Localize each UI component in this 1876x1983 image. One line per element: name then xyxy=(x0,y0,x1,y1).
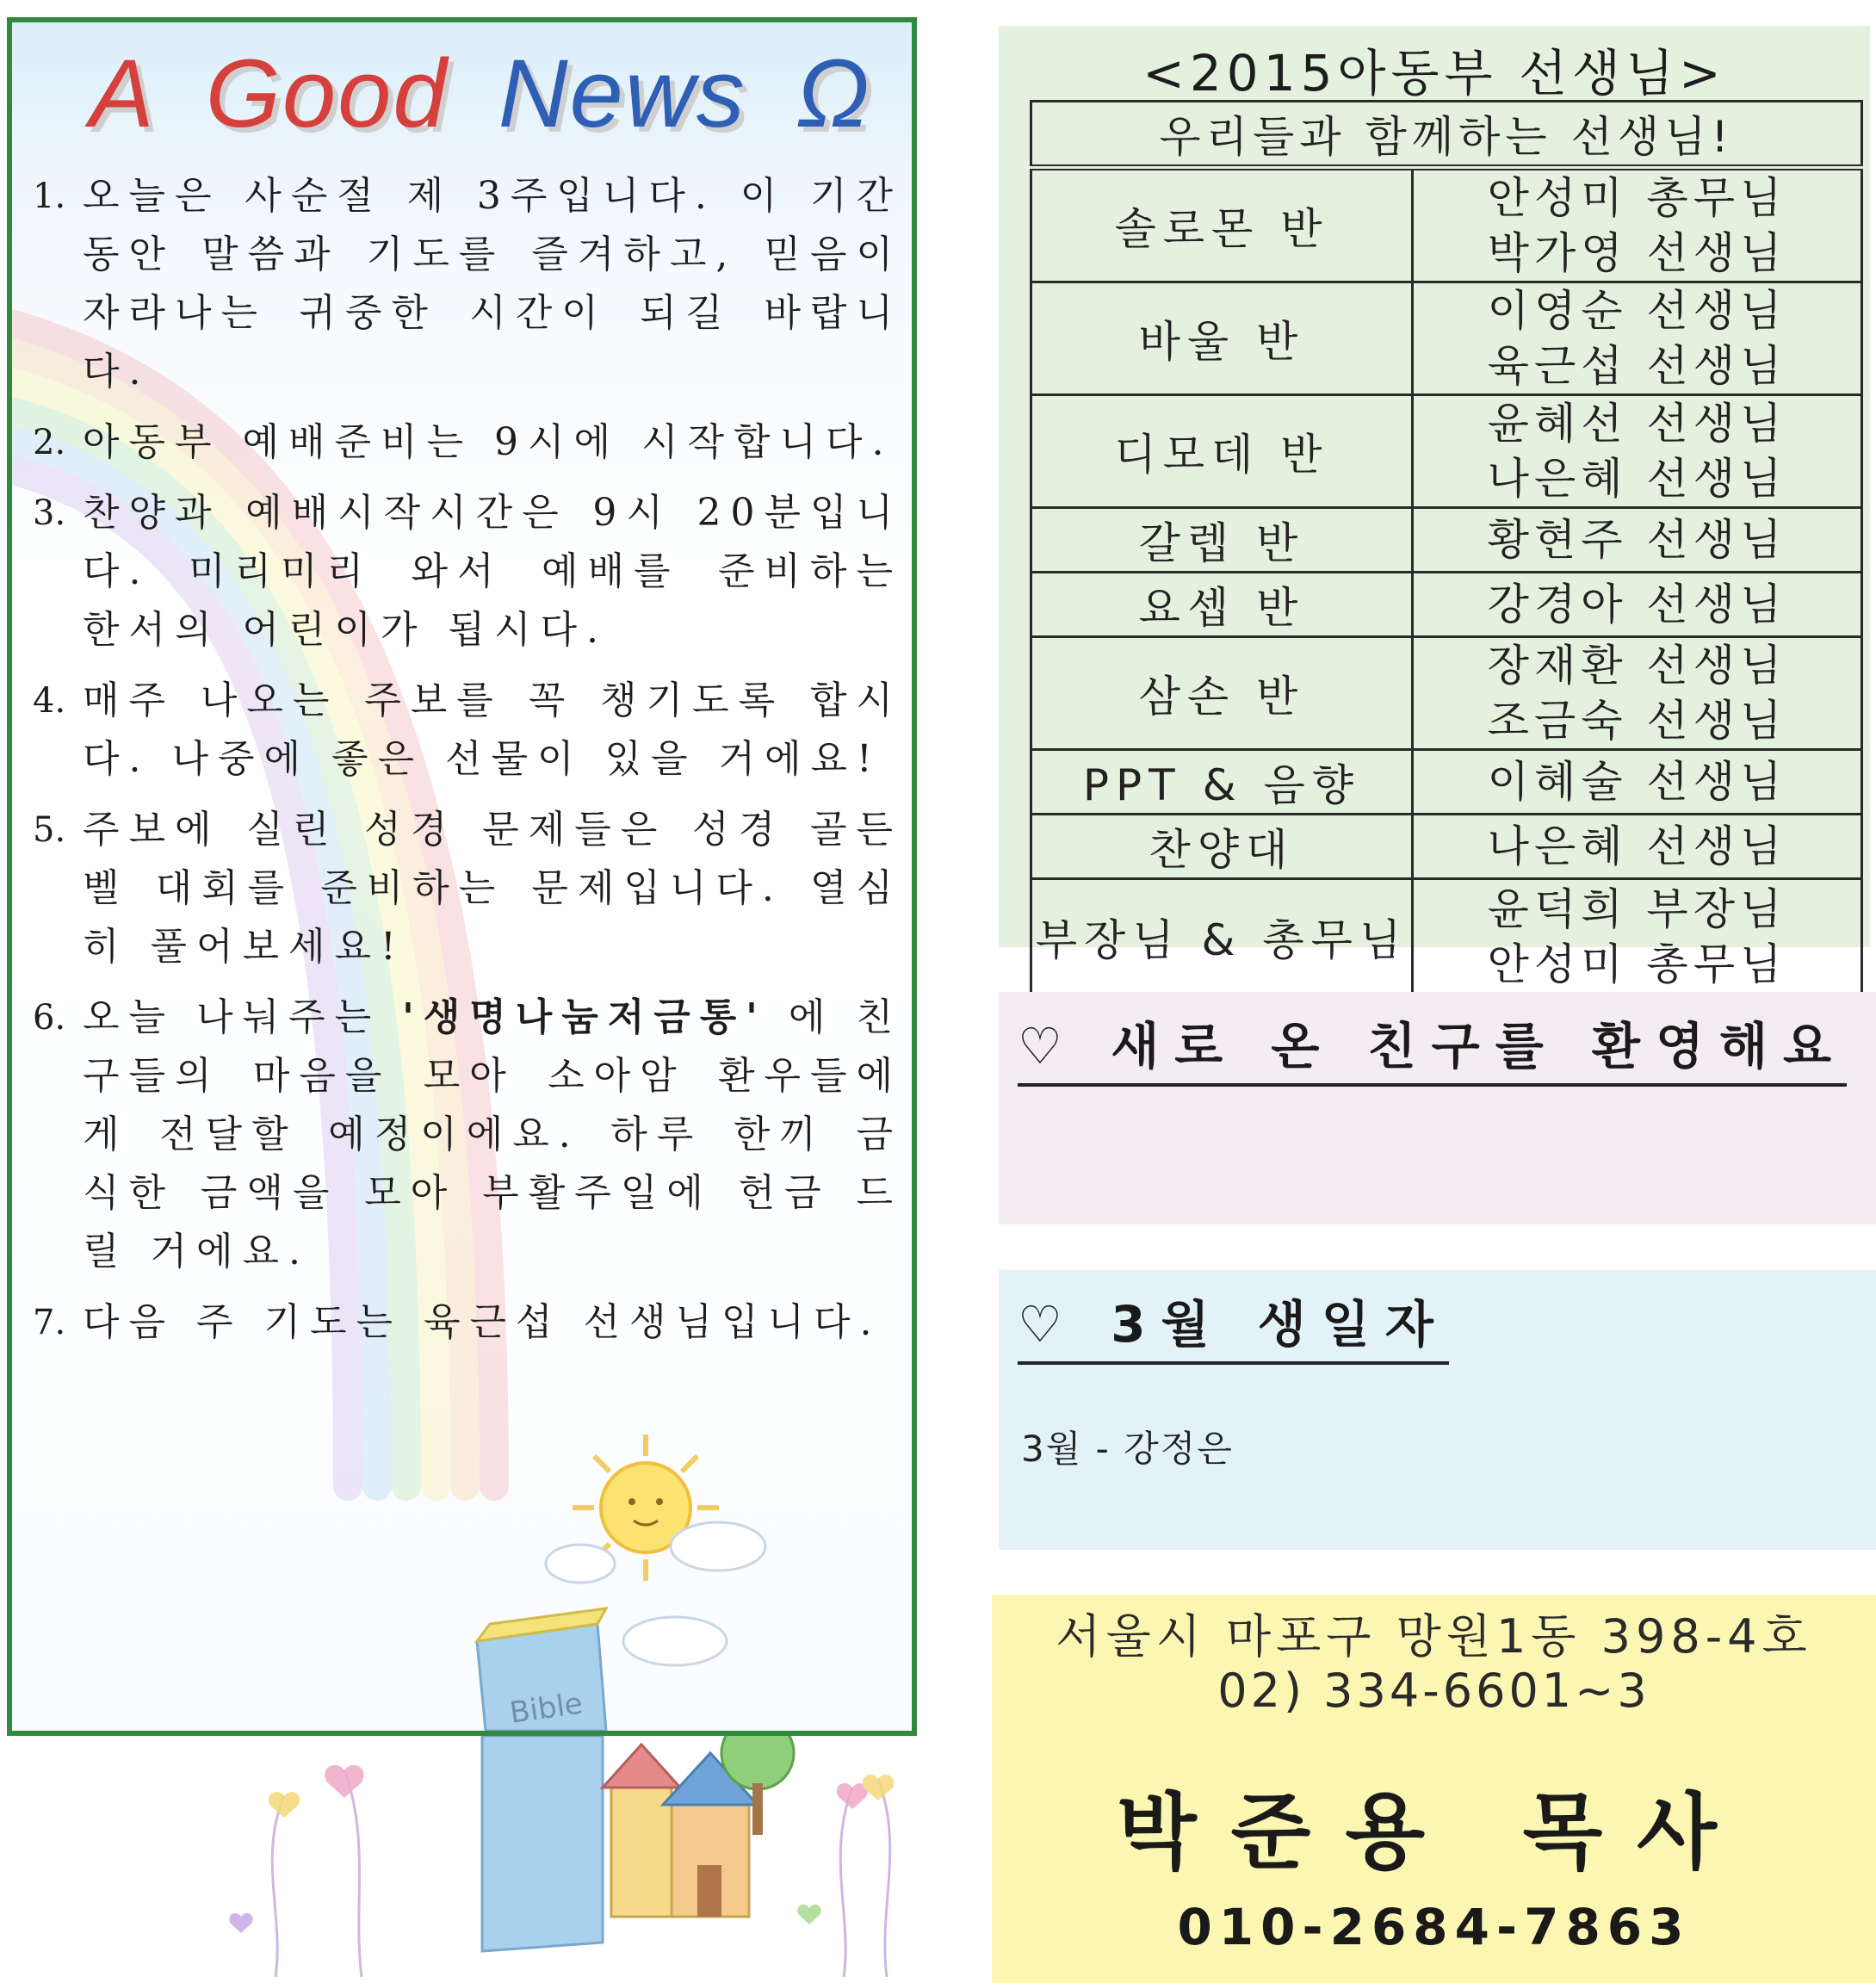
news-item-number: 3. xyxy=(33,493,66,533)
news-item-text: 다음 주 기도는 육근섭 선생님입니다. xyxy=(83,1300,882,1344)
welcome-heading: ♡ 새로 온 친구를 환영해요 xyxy=(1018,1006,1847,1087)
class-name: PPT & 음향 xyxy=(1031,750,1413,815)
teachers-table xyxy=(1030,100,1863,996)
class-name: 찬양대 xyxy=(1031,815,1413,879)
news-list xyxy=(33,167,902,1364)
table-row xyxy=(1031,637,1862,750)
title-word-news: News xyxy=(498,40,746,147)
teachers-heading: <2015아동부 선생님> xyxy=(1142,44,1726,102)
teacher-name: 이영순 선생님 xyxy=(1487,286,1787,336)
teacher-names xyxy=(1413,573,1862,637)
class-name: 솔로몬 반 xyxy=(1031,168,1413,282)
teacher-names xyxy=(1413,750,1862,815)
teacher-names xyxy=(1413,815,1862,879)
birthday-list: 3월 - 강정은 xyxy=(1021,1428,1234,1470)
news-item xyxy=(33,1293,902,1352)
news-item-number: 2. xyxy=(33,423,66,462)
title-letter-a: A xyxy=(90,40,156,147)
class-name: 삼손 반 xyxy=(1031,637,1413,750)
news-item-number: 6. xyxy=(33,998,66,1038)
table-row xyxy=(1031,879,1862,995)
heart-icon xyxy=(837,1783,868,1809)
pastor-name: 박준용 목사 xyxy=(1116,1784,1752,1881)
class-name: 부장님 & 총무님 xyxy=(1031,879,1413,995)
bible-book-illustration xyxy=(477,1608,606,1731)
teacher-name: 나은혜 선생님 xyxy=(1487,454,1787,504)
heart-icon xyxy=(863,1775,894,1800)
pastor-mobile: 010-2684-7863 xyxy=(1177,1898,1691,1956)
news-item xyxy=(33,672,902,789)
birthday-heading: ♡ 3월 생일자 xyxy=(1018,1284,1449,1365)
teacher-name: 황현주 선생님 xyxy=(1487,515,1787,565)
heart-icon xyxy=(269,1792,300,1818)
table-row xyxy=(1031,168,1862,282)
table-row xyxy=(1031,815,1862,879)
teachers-panel xyxy=(999,26,1870,989)
news-item-text: 오늘은 사순절 제 3주입니다. 이 기간 동안 말씀과 기도를 즐겨하고, 믿음이 자라나는 귀중한 시간이 되길 바랍니다. xyxy=(83,174,902,394)
news-item-text: 찬양과 예배시작시간은 9시 20분입니다. 미리미리 와서 예배를 준비하는 한서의 어린이가 됩시다. xyxy=(83,491,902,652)
teacher-name: 이혜술 선생님 xyxy=(1487,757,1787,807)
teacher-names xyxy=(1413,879,1862,995)
teacher-names xyxy=(1413,395,1862,508)
news-item-text: 아동부 예배준비는 9시에 시작합니다. xyxy=(83,420,894,464)
contact-panel xyxy=(992,1595,1876,1983)
teacher-names xyxy=(1413,637,1862,750)
news-panel xyxy=(7,17,917,1736)
church-phone: 02) 334-6601~3 xyxy=(1217,1664,1650,1718)
class-name: 갈렙 반 xyxy=(1031,508,1413,573)
teacher-name: 안성미 총무님 xyxy=(1487,173,1787,223)
teacher-name: 윤혜선 선생님 xyxy=(1487,399,1787,449)
teacher-name: 장재환 선생님 xyxy=(1487,641,1787,691)
news-item-emphasis: '생명나눔저금통' xyxy=(402,995,767,1039)
heart-icon xyxy=(229,1913,252,1933)
teachers-table-header: 우리들과 함께하는 선생님! xyxy=(1031,102,1862,168)
garden-illustration xyxy=(0,1736,990,1983)
title-omega-symbol: Ω xyxy=(796,40,871,147)
teacher-names xyxy=(1413,282,1862,395)
table-row xyxy=(1031,282,1862,395)
birthday-panel xyxy=(999,1270,1876,1550)
news-item xyxy=(33,413,902,472)
news-item-text-before: 오늘 나눠주는 xyxy=(83,995,403,1039)
news-title xyxy=(90,38,916,150)
news-item xyxy=(33,167,902,401)
news-item-number: 5. xyxy=(33,810,66,850)
teacher-name: 박가영 선생님 xyxy=(1487,228,1787,278)
table-row xyxy=(1031,573,1862,637)
class-name: 요셉 반 xyxy=(1031,573,1413,637)
teacher-names xyxy=(1413,508,1862,573)
teacher-name: 조금숙 선생님 xyxy=(1487,696,1787,746)
teacher-name: 육근섭 선생님 xyxy=(1487,341,1787,391)
news-item-number: 4. xyxy=(33,681,66,721)
teacher-name: 강경아 선생님 xyxy=(1487,579,1787,629)
table-row xyxy=(1031,395,1862,508)
class-name: 디모데 반 xyxy=(1031,395,1413,508)
table-row xyxy=(1031,508,1862,573)
news-item xyxy=(33,484,902,660)
news-item-text: 매주 나오는 주보를 꼭 챙기도록 합시다. 나중에 좋은 선물이 있을 거에요! xyxy=(83,679,902,781)
news-item xyxy=(33,988,902,1281)
title-word-good: Good xyxy=(205,40,449,147)
news-item xyxy=(33,801,902,976)
welcome-panel xyxy=(999,992,1876,1224)
teacher-name: 윤덕희 부장님 xyxy=(1487,884,1787,934)
teacher-name: 안성미 총무님 xyxy=(1487,939,1787,989)
teacher-name: 나은혜 선생님 xyxy=(1487,821,1787,871)
church-address: 서울시 마포구 망원1동 398-4호 xyxy=(1056,1609,1812,1664)
heart-icon xyxy=(325,1765,363,1798)
heart-icon xyxy=(797,1905,820,1924)
svg-text:Bible: Bible xyxy=(507,1686,585,1731)
news-item-text: 주보에 실린 성경 문제들은 성경 골든벨 대회를 준비하는 문제입니다. 열심히 풀어보세요! xyxy=(83,808,902,969)
news-item-text-after: 에 친구들의 마음을 모아 소아암 환우들에게 전달할 예정이에요. 하루 한끼 금식한 금액을 모아 부활주일에 헌금 드릴 거에요. xyxy=(83,995,903,1273)
teacher-names xyxy=(1413,168,1862,282)
news-item-number: 7. xyxy=(33,1303,66,1342)
news-item-number: 1. xyxy=(33,177,66,216)
table-row xyxy=(1031,750,1862,815)
class-name: 바울 반 xyxy=(1031,282,1413,395)
